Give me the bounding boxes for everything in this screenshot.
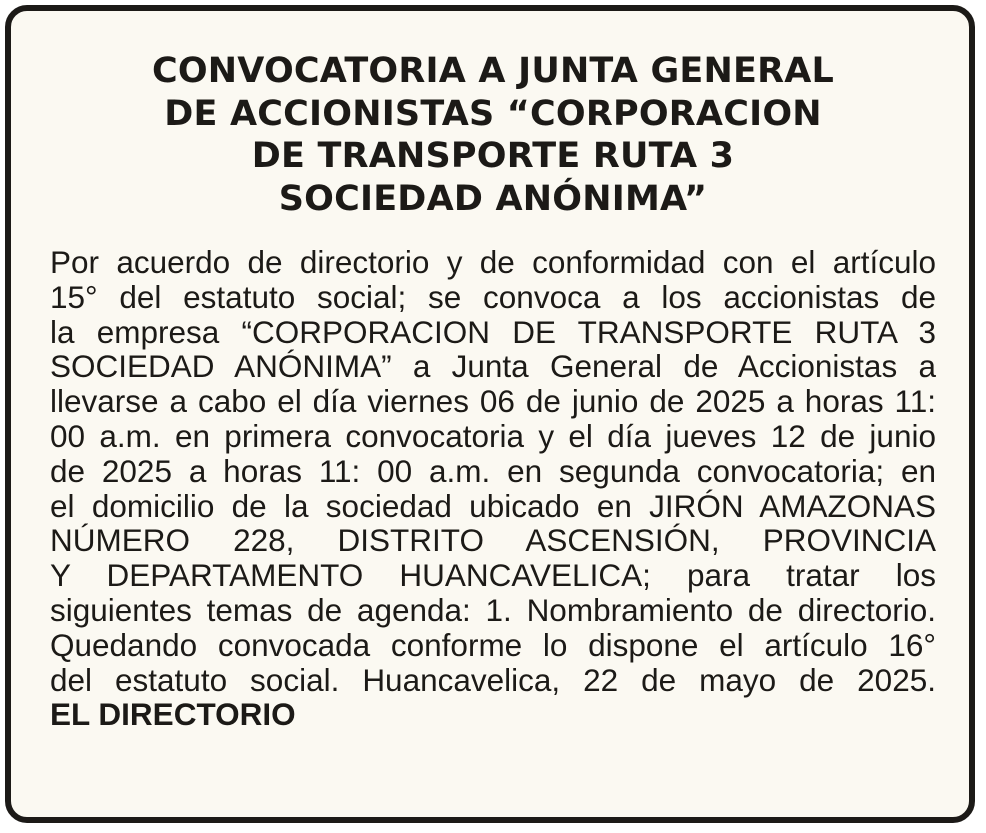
body-line: NÚMERO 228, DISTRITO ASCENSIÓN, PROVINCIA — [50, 522, 936, 559]
body-line: 15° del estatuto social; se convoca a los accionistas de — [50, 278, 936, 315]
body-line: la empresa “CORPORACION DE TRANSPORTE RUTA 3 — [50, 313, 936, 350]
body-line: llevarse a cabo el día viernes 06 de junio de 2025 a horas 11: — [50, 383, 936, 420]
title-line: DE ACCIONISTAS “CORPORACION — [164, 93, 822, 134]
body-line: Quedando convocada conforme lo dispone el artículo 16° — [50, 626, 936, 663]
notice-title — [50, 50, 936, 220]
body-line: 00 a.m. en primera convocatoria y el día jueves 12 de junio — [50, 417, 936, 454]
body-line: SOCIEDAD ANÓNIMA” a Junta General de Accionistas a — [50, 348, 936, 385]
notice-body — [50, 245, 936, 732]
body-line: siguientes temas de agenda: 1. Nombramiento de directorio. — [50, 591, 936, 628]
body-line: de 2025 a horas 11: 00 a.m. en segunda convocatoria; en — [50, 452, 936, 489]
signature: EL DIRECTORIO — [50, 696, 296, 733]
title-line: CONVOCATORIA A JUNTA GENERAL — [151, 51, 835, 91]
body-line: Por acuerdo de directorio y de conformidad con el artículo — [50, 244, 936, 280]
title-line: DE TRANSPORTE RUTA 3 — [251, 136, 735, 176]
body-line: del estatuto social. Huancavelica, 22 de mayo de 2025. — [50, 661, 936, 698]
body-line: el domicilio de la sociedad ubicado en JIRÓN AMAZONAS — [50, 487, 936, 524]
body-line: Y DEPARTAMENTO HUANCAVELICA; para tratar los — [50, 557, 936, 594]
title-line: SOCIEDAD ANÓNIMA” — [278, 178, 708, 219]
